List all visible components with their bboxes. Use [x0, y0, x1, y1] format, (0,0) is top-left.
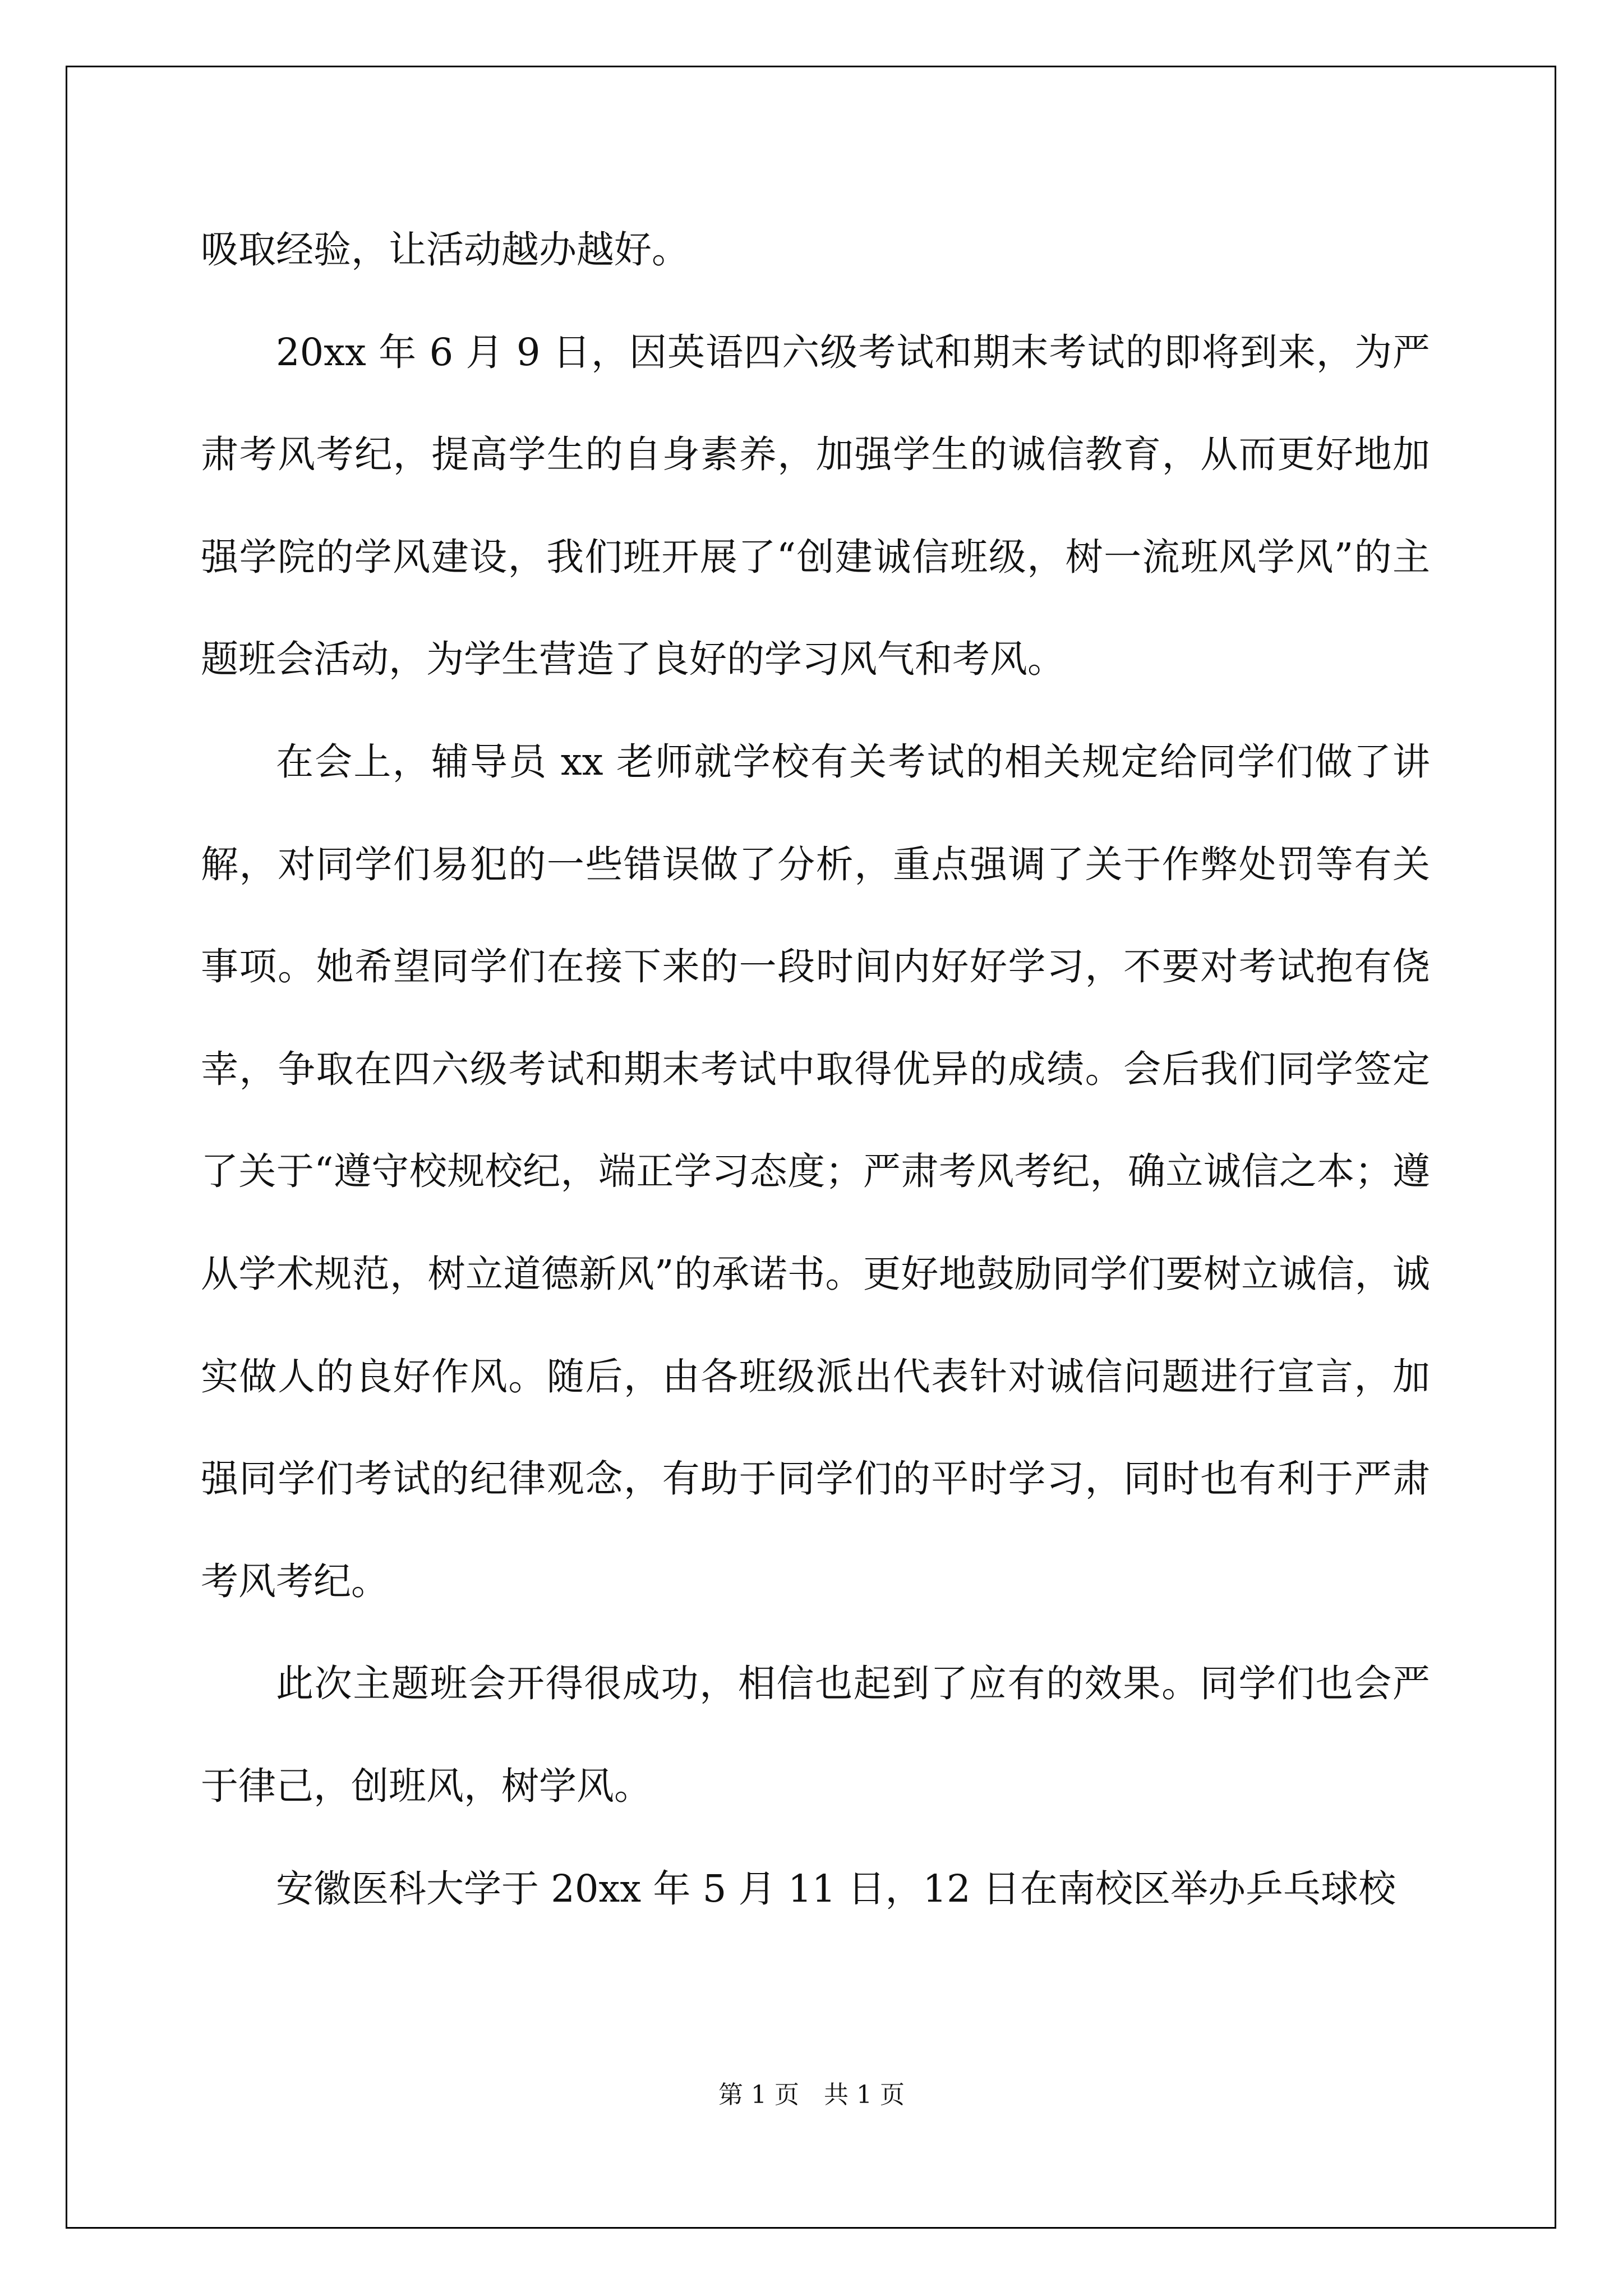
page-number-footer: 第 1 页 共 1 页 — [718, 2081, 905, 2109]
paragraph-5: 安徽医科大学于 20xx 年 5 月 11 日，12 日在南校区举办乒乓球校 — [276, 1866, 1396, 1911]
paragraph-1: 吸取经验，让活动越办越好。 — [201, 228, 689, 272]
paragraph-2: 20xx 年 6 月 9 日，因英语四六级考试和期末考试的即将到来，为严肃考风考纪，提高学生的自身素养，加强学生的诚信教育，从而更好地加强学院的学风建设，我们班开展了“创建诚信班级，树一流班风学风”的主题班会活动，为学生营造了良好的学习风气和考风。 — [201, 330, 1430, 682]
paragraph-3: 在会上，辅导员 xx 老师就学校有关考试的相关规定给同学们做了讲解，对同学们易犯的一些错误做了分析，重点强调了关于作弊处罚等有关事项。她希望同学们在接下来的一段时间内好好学习，不要对考试抱有侥幸，争取在四六级考试和期末考试中取得优异的成绩。会后我们同学签定了关于“遵守校规校纪，端正学习态度；严肃考风考纪，确立诚信之本；遵从学术规范，树立道德新风”的承诺书。更好地鼓励同学们要树立诚信，诚实做人的良好作风。随后，由各班级派出代表针对诚信问题进行宣言，加强同学们考试的纪律观念，有助于同学们的平时学习，同时也有利于严肃考风考纪。 — [201, 739, 1430, 1603]
document-body — [201, 199, 1430, 1940]
paragraph-4: 此次主题班会开得很成功，相信也起到了应有的效果。同学们也会严于律己，创班风，树学风。 — [201, 1662, 1430, 1808]
